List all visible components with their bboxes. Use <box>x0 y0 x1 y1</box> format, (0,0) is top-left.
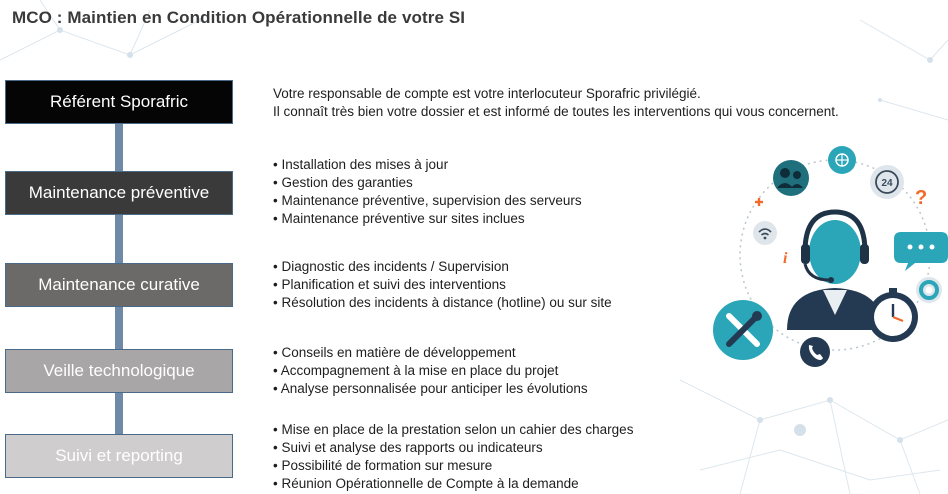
description-line: Il connaît très bien votre dossier et est informé de toutes les interventions qui vous concernent. <box>273 104 839 119</box>
bullet-item: • Analyse personnalisée pour anticiper les évolutions <box>273 381 588 396</box>
bullet-item: • Accompagnement à la mise en place du projet <box>273 363 559 378</box>
bullet-item: • Réunion Opérationnelle de Compte à la demande <box>273 476 579 491</box>
step-maintenance-curative: Maintenance curative <box>5 263 233 307</box>
wifi-icon <box>753 221 777 245</box>
info-icon: i <box>783 250 788 267</box>
bullet-item: • Maintenance préventive, supervision des serveurs <box>273 193 582 208</box>
preventive-bullets <box>273 156 582 228</box>
bullet-item: • Gestion des garanties <box>273 175 413 190</box>
reporting-bullets <box>273 421 633 493</box>
user-group-icon <box>773 160 809 196</box>
clock-24-icon <box>870 165 904 199</box>
bullet-item: • Possibilité de formation sur mesure <box>273 458 493 473</box>
bullet-item: • Maintenance préventive sur sites inclues <box>273 211 525 226</box>
lifebuoy-icon <box>916 277 942 303</box>
step-maintenance-preventive: Maintenance préventive <box>5 171 233 215</box>
step-veille-technologique: Veille technologique <box>5 349 233 393</box>
question-mark-icon: ? <box>915 187 928 209</box>
bullet-item: • Résolution des incidents à distance (hotline) ou sur site <box>273 295 612 310</box>
clock-24-label: 24 <box>881 178 893 189</box>
veille-bullets <box>273 344 588 398</box>
curative-bullets <box>273 258 612 312</box>
tools-icon <box>713 300 773 360</box>
step-suivi-reporting: Suivi et reporting <box>5 434 233 478</box>
bullet-item: • Diagnostic des incidents / Supervision <box>273 259 509 274</box>
bullet-item: • Conseils en matière de développement <box>273 345 516 360</box>
bullet-item: • Mise en place de la prestation selon un cahier des charges <box>273 422 634 437</box>
globe-icon <box>828 146 856 174</box>
description-line: Votre responsable de compte est votre interlocuteur Sporafric privilégié. <box>273 86 701 101</box>
phone-icon <box>800 337 830 367</box>
plus-icon <box>755 198 763 206</box>
bullet-item: • Planification et suivi des interventions <box>273 277 506 292</box>
referent-description <box>273 85 839 121</box>
step-referent: Référent Sporafric <box>5 80 233 124</box>
chat-bubble-icon <box>894 232 948 271</box>
page-title: MCO : Maintien en Condition Opérationnelle de votre SI <box>12 8 466 27</box>
stopwatch-icon <box>868 288 918 342</box>
bullet-item: • Installation des mises à jour <box>273 157 449 172</box>
support-illustration <box>705 140 948 380</box>
bullet-item: • Suivi et analyse des rapports ou indicateurs <box>273 440 543 455</box>
